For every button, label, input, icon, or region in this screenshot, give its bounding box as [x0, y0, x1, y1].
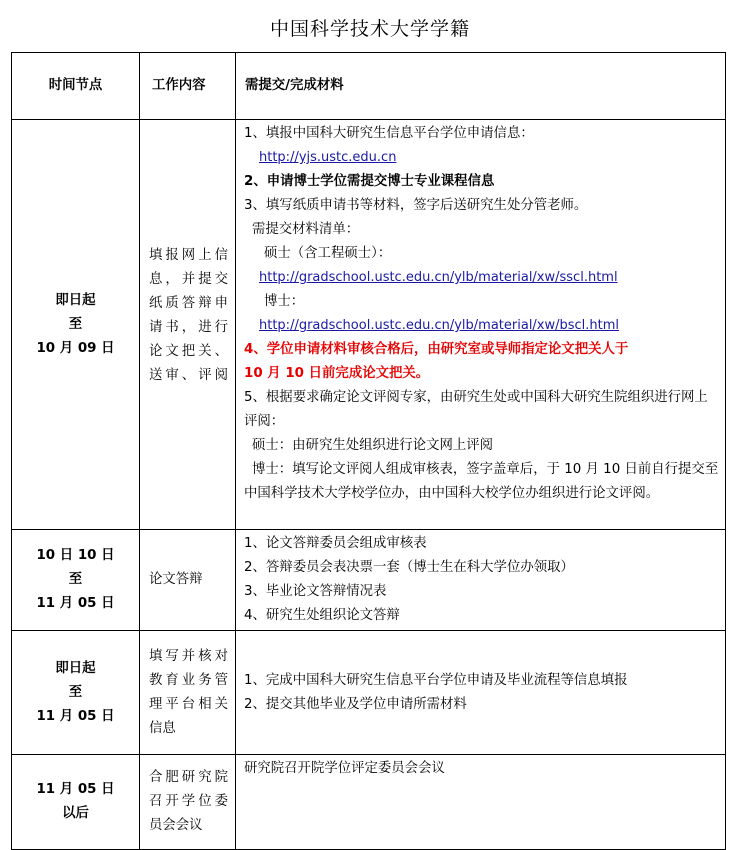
list-item: 2、提交其他毕业及学位申请所需材料: [244, 696, 467, 712]
materials-list-label: 需提交材料清单：: [252, 222, 360, 237]
time-line: 至: [68, 684, 83, 700]
list-item: 1、完成中国科大研究生信息平台学位申请及毕业流程等信息填报: [244, 672, 628, 688]
list-item: 3、填写纸质申请书等材料，签字后送研究生处分管老师。: [244, 198, 588, 213]
time-line: 11 月 05 日: [36, 782, 115, 797]
header-time: 时间节点: [12, 53, 140, 120]
time-line: 11 月 05 日: [36, 596, 115, 611]
time-cell: [12, 120, 140, 530]
time-line: 10 月 09 日: [36, 340, 115, 356]
list-item: 1、填报中国科大研究生信息平台学位申请信息：: [244, 126, 534, 141]
list-item: 4、研究生处组织论文答辩: [244, 608, 400, 623]
materials-cell: [236, 120, 726, 530]
time-line: 即日起: [55, 660, 96, 676]
info-platform-link[interactable]: http://yjs.ustc.edu.cn: [259, 150, 397, 165]
materials-cell: [236, 631, 726, 755]
work-cell: 填报网上信息，并提交纸质答辩申请书，进行论文把关、送审、评阅: [140, 120, 236, 530]
list-item: 2、答辩委员会表决票一套（博士生在科大学位办领取）: [244, 560, 574, 575]
time-line: 即日起: [55, 292, 96, 308]
header-materials: 需提交/完成材料: [236, 53, 726, 120]
time-line: 10 日 10 日: [36, 548, 115, 563]
table-row: [12, 530, 726, 631]
time-cell: [12, 530, 140, 631]
list-item: 2、申请博士学位需提交博士专业课程信息: [244, 174, 495, 189]
time-line: 以后: [62, 806, 89, 821]
list-item: 研究院召开院学位评定委员会会议: [244, 761, 445, 776]
master-review-note: 硕士：由研究生处组织进行论文网上评阅: [252, 438, 494, 453]
page-title: 中国科学技术大学学籍: [269, 18, 470, 40]
table-row: [12, 120, 726, 530]
time-line: 至: [68, 316, 83, 332]
phd-label: 博士：: [264, 294, 305, 309]
list-item-highlight: 4、学位申请材料审核合格后，由研究室或导师指定论文把关人于: [244, 342, 629, 357]
materials-cell: [236, 755, 726, 850]
table-row: [12, 755, 726, 850]
work-cell: 论文答辩: [140, 530, 236, 631]
schedule-table: [11, 52, 726, 850]
time-cell: [12, 631, 140, 755]
list-item: 5、根据要求确定论文评阅专家，由研究生处或中国科大研究生院组织进行网上评阅：: [244, 390, 708, 429]
time-line: 11 月 05 日: [36, 708, 115, 724]
header-work: 工作内容: [140, 53, 236, 120]
time-cell: [12, 755, 140, 850]
master-label: 硕士（含工程硕士）：: [264, 246, 392, 261]
list-item: 3、毕业论文答辩情况表: [244, 584, 387, 599]
table-row: [12, 631, 726, 755]
phd-review-note: 博士：填写论文评阅人组成审核表，签字盖章后，于 10 月 10 日前自行提交至中国科学技术大学校学位办，由中国科大校学位办组织进行论文评阅。: [244, 462, 719, 501]
work-cell: 合肥研究院召开学位委员会会议: [140, 755, 236, 850]
table-header-row: [12, 53, 726, 120]
materials-cell: [236, 530, 726, 631]
phd-materials-link[interactable]: http://gradschool.ustc.edu.cn/ylb/material/xw/bscl.html: [259, 318, 620, 333]
list-item: 1、论文答辩委员会组成审核表: [244, 536, 427, 551]
work-cell: 填写并核对教育业务管理平台相关信息: [140, 631, 236, 755]
list-item-highlight: 10 月 10 日前完成论文把关。: [244, 366, 430, 381]
time-line: 至: [68, 572, 83, 587]
master-materials-link[interactable]: http://gradschool.ustc.edu.cn/ylb/material/xw/sscl.html: [259, 270, 618, 285]
